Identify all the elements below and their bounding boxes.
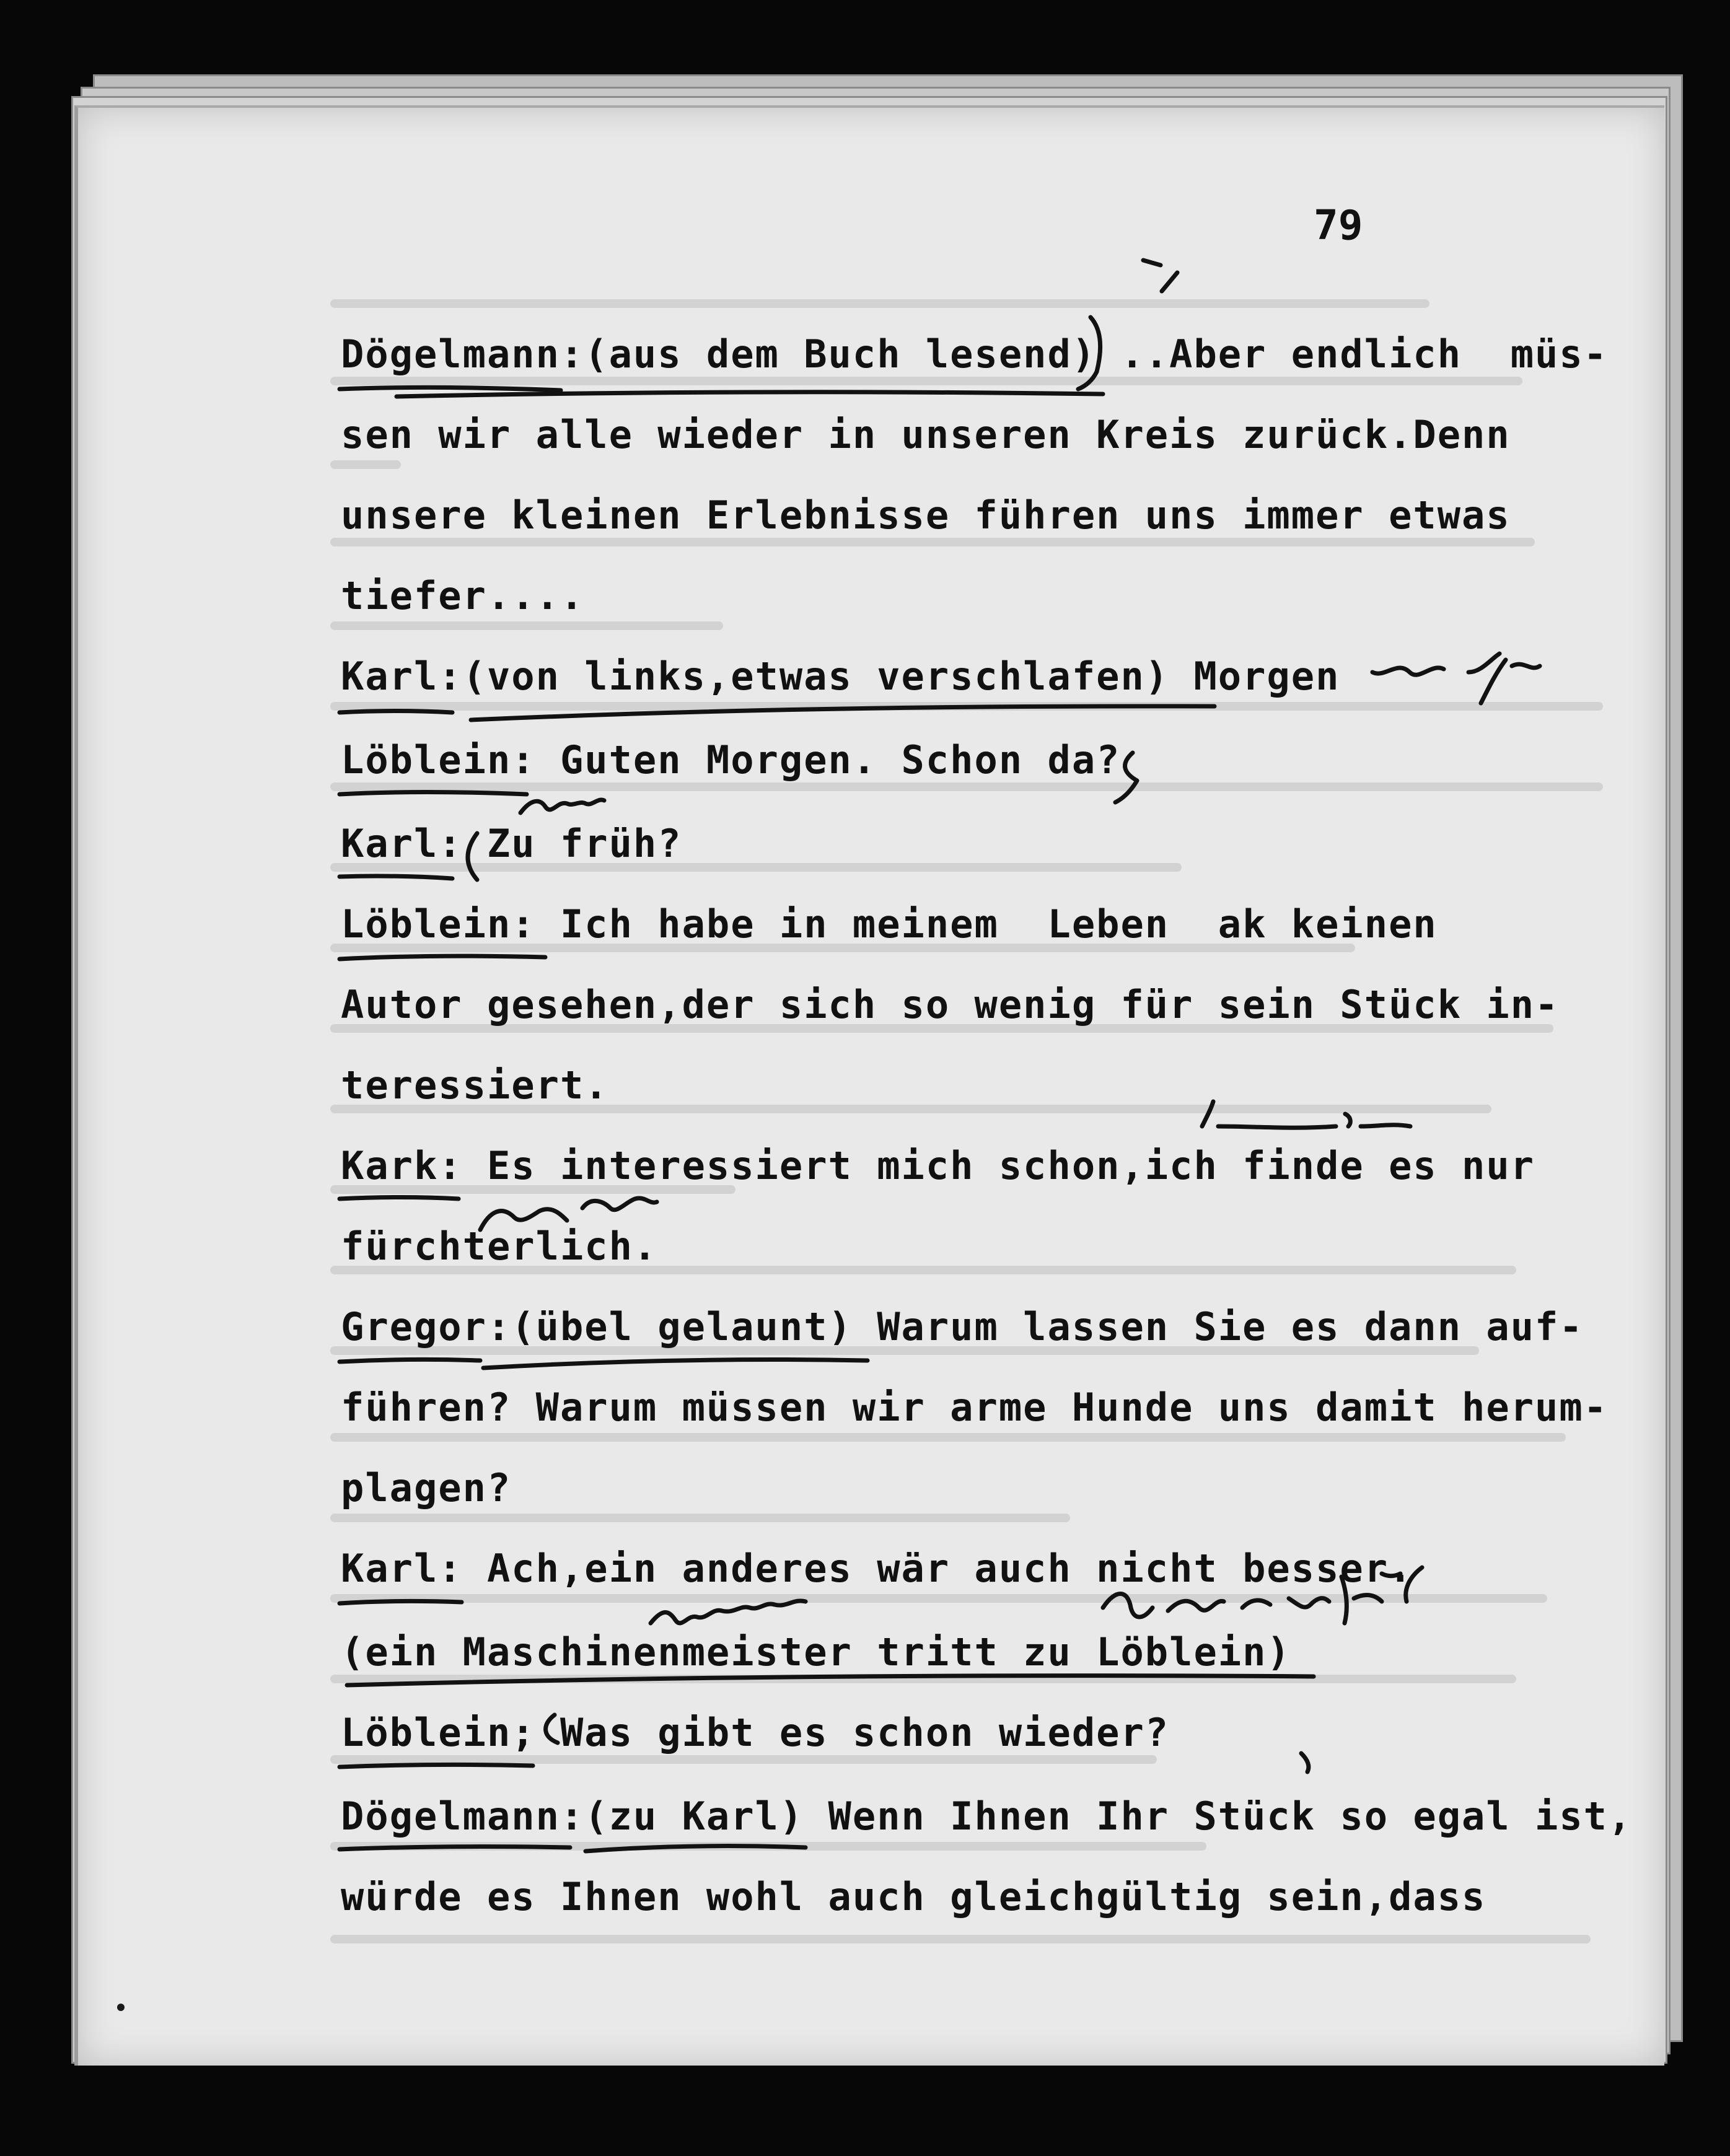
script-line: Karl:(von links,etwas verschlafen) Morgen	[341, 654, 1340, 699]
script-line: führen? Warum müssen wir arme Hunde uns damit herum-	[341, 1385, 1609, 1430]
script-line: Löblein: Guten Morgen. Schon da?	[341, 737, 1121, 782]
script-line: würde es Ihnen wohl auch gleichgültig sein,dass	[341, 1874, 1486, 1919]
script-line: teressiert.	[341, 1063, 609, 1108]
script-line: plagen?	[341, 1465, 512, 1510]
script-line: fürchterlich.	[341, 1224, 658, 1269]
script-line: Dögelmann:(aus dem Buch lesend) ..Aber endlich müs-	[341, 331, 1609, 377]
script-line: unsere kleinen Erlebnisse führen uns immer etwas	[341, 493, 1511, 538]
script-line: Löblein: Ich habe in meinem Leben ak keinen	[341, 901, 1438, 947]
script-line: Kark: Es interessiert mich schon,ich finde es nur	[341, 1143, 1535, 1188]
script-line: Dögelmann:(zu Karl) Wenn Ihnen Ihr Stück so egal ist,	[341, 1794, 1633, 1839]
script-line: Autor gesehen,der sich so wenig für sein Stück in-	[341, 982, 1560, 1027]
script-line: Karl: Zu früh?	[341, 821, 682, 866]
script-line: Löblein; Was gibt es schon wieder?	[341, 1710, 1170, 1755]
script-line: Karl: Ach,ein anderes wär auch nicht besser.	[341, 1546, 1413, 1591]
script-line: (ein Maschinenmeister tritt zu Löblein)	[341, 1629, 1291, 1675]
script-line: sen wir alle wieder in unseren Kreis zurück.Denn	[341, 412, 1511, 457]
script-line: tiefer....	[341, 573, 585, 618]
page-number: 79	[1314, 201, 1363, 249]
script-line: Gregor:(übel gelaunt) Warum lassen Sie es dann auf-	[341, 1304, 1584, 1349]
typescript-page	[74, 105, 1664, 2066]
